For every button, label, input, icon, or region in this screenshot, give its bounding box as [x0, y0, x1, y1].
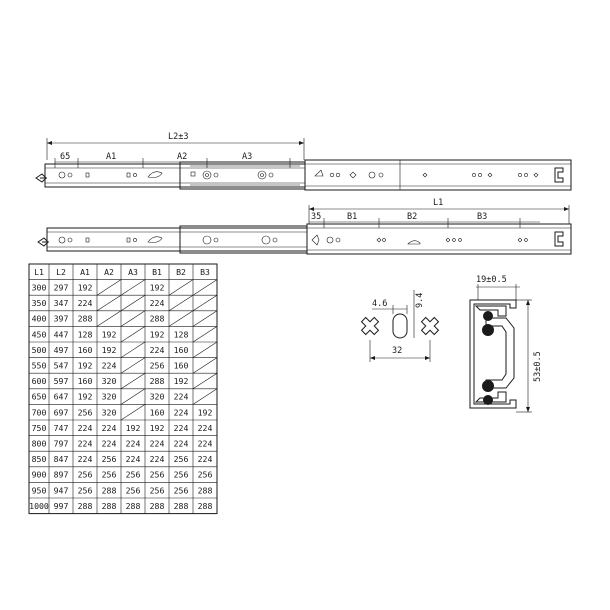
table-cell: 256 — [149, 360, 165, 371]
table-cell: 288 — [77, 313, 93, 324]
table-cell: 224 — [101, 438, 117, 449]
dimension-l1: L1 — [433, 198, 444, 208]
table-cell: 400 — [31, 313, 47, 324]
table-cell: 950 — [31, 485, 47, 496]
empty-cell-slash — [121, 295, 145, 311]
table-header-cell: L2 — [56, 266, 66, 277]
top-slide-view — [36, 132, 571, 190]
table-cell: 347 — [53, 298, 69, 309]
table-cell: 497 — [53, 344, 69, 355]
dimension-b1: B1 — [347, 212, 358, 222]
table-cell: 192 — [149, 329, 165, 340]
dimension-b3: B3 — [477, 212, 488, 222]
table-cell: 192 — [77, 360, 93, 371]
table-cell: 350 — [31, 298, 47, 309]
table-cell: 160 — [77, 376, 93, 387]
empty-cell-slash — [121, 373, 145, 389]
table-cell: 192 — [77, 391, 93, 402]
table-cell: 288 — [77, 500, 93, 511]
table-header-cell: B3 — [200, 266, 210, 277]
empty-cell-slash — [121, 389, 145, 405]
empty-cell-slash — [193, 326, 217, 342]
table-cell: 1000 — [29, 500, 49, 511]
empty-cell-slash — [169, 311, 193, 327]
empty-cell-slash — [97, 311, 121, 327]
empty-cell-slash — [121, 311, 145, 327]
dimension-b2: B2 — [407, 212, 418, 222]
empty-cell-slash — [121, 280, 145, 296]
empty-cell-slash — [193, 280, 217, 296]
table-cell: 288 — [149, 500, 165, 511]
hole-detail — [357, 290, 442, 362]
table-cell: 256 — [173, 454, 189, 465]
table-cell: 320 — [101, 391, 117, 402]
empty-cell-slash — [121, 358, 145, 374]
table-cell: 224 — [101, 422, 117, 433]
table-cell: 224 — [173, 438, 189, 449]
table-cell: 897 — [53, 469, 69, 480]
table-cell: 650 — [31, 391, 47, 402]
table-header-cell: B2 — [176, 266, 186, 277]
table-cell: 224 — [77, 298, 93, 309]
table-cell: 224 — [149, 298, 165, 309]
table-header-cell: B1 — [152, 266, 162, 277]
table-cell: 192 — [101, 344, 117, 355]
table-header-cell: L1 — [34, 266, 44, 277]
hole-pitch: 32 — [392, 346, 403, 356]
table-cell: 288 — [173, 500, 189, 511]
table-cell: 700 — [31, 407, 47, 418]
table-cell: 256 — [173, 485, 189, 496]
top-mounting-holes — [59, 170, 538, 179]
empty-cell-slash — [121, 342, 145, 358]
empty-cell-slash — [97, 295, 121, 311]
table-cell: 750 — [31, 422, 47, 433]
table-cell: 847 — [53, 454, 69, 465]
table-cell: 800 — [31, 438, 47, 449]
table-cell: 192 — [77, 282, 93, 293]
table-cell: 224 — [149, 344, 165, 355]
table-cell: 224 — [77, 454, 93, 465]
table-cell: 256 — [173, 469, 189, 480]
table-cell: 224 — [125, 438, 141, 449]
hole-width: 4.6 — [372, 299, 388, 309]
bottom-slide-view — [38, 198, 571, 254]
table-cell: 160 — [77, 344, 93, 355]
table-cell: 128 — [173, 329, 189, 340]
table-cell: 850 — [31, 454, 47, 465]
table-cell: 224 — [125, 454, 141, 465]
table-cell: 256 — [149, 469, 165, 480]
table-cell: 192 — [173, 376, 189, 387]
table-cell: 697 — [53, 407, 69, 418]
dimension-a1: A1 — [106, 152, 117, 162]
slide-cross-section — [470, 275, 543, 412]
table-cell: 256 — [77, 469, 93, 480]
table-cell: 600 — [31, 376, 47, 387]
table-cell: 288 — [149, 313, 165, 324]
table-cell: 256 — [125, 485, 141, 496]
table-cell: 288 — [101, 485, 117, 496]
dimension-table — [29, 264, 217, 514]
table-cell: 256 — [149, 485, 165, 496]
empty-cell-slash — [193, 295, 217, 311]
table-header-cell: A3 — [128, 266, 138, 277]
table-cell: 547 — [53, 360, 69, 371]
table-cell: 320 — [101, 376, 117, 387]
empty-cell-slash — [193, 373, 217, 389]
table-cell: 450 — [31, 329, 47, 340]
empty-cell-slash — [169, 280, 193, 296]
empty-cell-slash — [193, 358, 217, 374]
dimension-a2: A2 — [177, 152, 188, 162]
table-cell: 224 — [197, 422, 213, 433]
table-cell: 288 — [197, 500, 213, 511]
table-cell: 224 — [101, 360, 117, 371]
dimension-a3: A3 — [242, 152, 253, 162]
section-height: 53±0.5 — [533, 351, 543, 382]
table-cell: 320 — [101, 407, 117, 418]
table-cell: 256 — [77, 407, 93, 418]
table-cell: 288 — [101, 500, 117, 511]
table-cell: 160 — [173, 344, 189, 355]
table-cell: 997 — [53, 500, 69, 511]
table-cell: 500 — [31, 344, 47, 355]
table-cell: 192 — [101, 329, 117, 340]
table-cell: 288 — [197, 485, 213, 496]
dimension-65: 65 — [60, 152, 71, 162]
table-cell: 256 — [101, 469, 117, 480]
empty-cell-slash — [97, 280, 121, 296]
table-cell: 288 — [125, 500, 141, 511]
table-cell: 256 — [101, 454, 117, 465]
table-cell: 160 — [149, 407, 165, 418]
table-cell: 224 — [77, 438, 93, 449]
table-cell: 397 — [53, 313, 69, 324]
table-cell: 550 — [31, 360, 47, 371]
bottom-mounting-holes — [59, 235, 527, 245]
table-cell: 947 — [53, 485, 69, 496]
table-cell: 192 — [197, 407, 213, 418]
table-cell: 747 — [53, 422, 69, 433]
section-width: 19±0.5 — [476, 275, 507, 285]
dimension-l2: L2±3 — [168, 132, 189, 142]
table-cell: 256 — [125, 469, 141, 480]
table-cell: 797 — [53, 438, 69, 449]
empty-cell-slash — [121, 326, 145, 342]
table-cell: 128 — [77, 329, 93, 340]
table-cell: 224 — [197, 454, 213, 465]
empty-cell-slash — [121, 404, 145, 420]
table-cell: 224 — [149, 454, 165, 465]
table-cell: 256 — [77, 485, 93, 496]
empty-cell-slash — [169, 295, 193, 311]
table-cell: 320 — [149, 391, 165, 402]
dimension-35: 35 — [311, 212, 322, 222]
table-cell: 647 — [53, 391, 69, 402]
empty-cell-slash — [193, 342, 217, 358]
table-cell: 224 — [173, 422, 189, 433]
table-cell: 192 — [125, 422, 141, 433]
table-cell: 224 — [77, 422, 93, 433]
table-cell: 300 — [31, 282, 47, 293]
table-cell: 192 — [149, 422, 165, 433]
table-header-cell: A2 — [104, 266, 114, 277]
empty-cell-slash — [193, 389, 217, 405]
table-cell: 297 — [53, 282, 69, 293]
empty-cell-slash — [193, 311, 217, 327]
table-cell: 447 — [53, 329, 69, 340]
table-cell: 160 — [173, 360, 189, 371]
table-cell: 192 — [149, 282, 165, 293]
table-cell: 224 — [173, 407, 189, 418]
table-cell: 597 — [53, 376, 69, 387]
table-cell: 256 — [197, 469, 213, 480]
table-cell: 900 — [31, 469, 47, 480]
hole-height: 9.4 — [415, 292, 425, 308]
table-header-cell: A1 — [80, 266, 90, 277]
table-cell: 224 — [149, 438, 165, 449]
table-cell: 288 — [149, 376, 165, 387]
table-cell: 224 — [173, 391, 189, 402]
table-cell: 224 — [197, 438, 213, 449]
